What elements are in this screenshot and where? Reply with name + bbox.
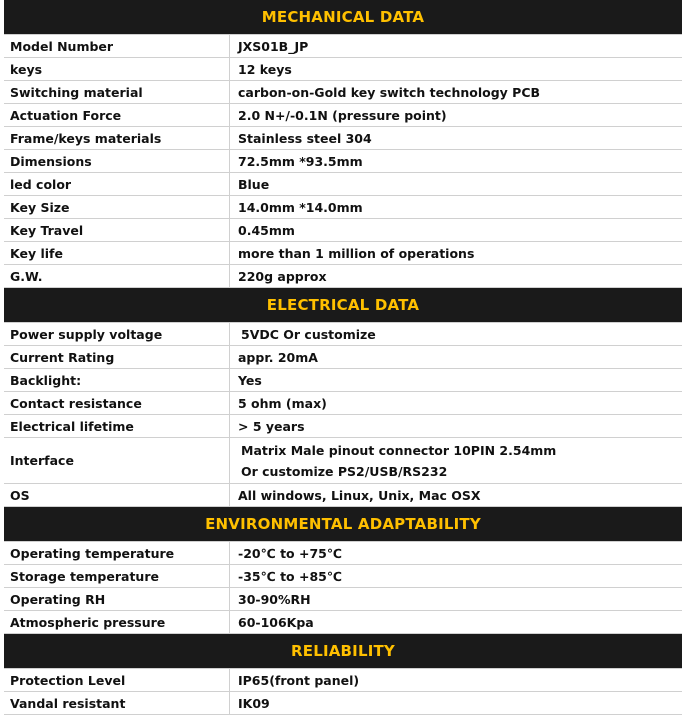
section-header-reliability: RELIABILITY bbox=[4, 634, 682, 669]
spec-label: OS bbox=[4, 484, 230, 506]
spec-label: Power supply voltage bbox=[4, 323, 230, 345]
spec-label: Frame/keys materials bbox=[4, 127, 230, 149]
spec-label: Actuation Force bbox=[4, 104, 230, 126]
interface-line-1: Matrix Male pinout connector 10PIN 2.54mm bbox=[241, 442, 557, 458]
spec-value: 30-90%RH bbox=[238, 591, 311, 607]
spec-label: Vandal resistant bbox=[4, 692, 230, 714]
spec-value: 72.5mm *93.5mm bbox=[238, 153, 363, 169]
spec-label: keys bbox=[4, 58, 230, 80]
spec-value: Stainless steel 304 bbox=[238, 130, 372, 146]
spec-label: Contact resistance bbox=[4, 392, 230, 414]
spec-row-led-color bbox=[4, 173, 682, 196]
spec-value: -35℃ to +85℃ bbox=[238, 568, 342, 584]
spec-row-gross-weight bbox=[4, 265, 682, 288]
spec-row-switching-material bbox=[4, 81, 682, 104]
spec-label: Atmospheric pressure bbox=[4, 611, 230, 633]
spec-value: IP65(front panel) bbox=[238, 672, 360, 688]
spec-row-key-travel bbox=[4, 219, 682, 242]
spec-label: Backlight: bbox=[4, 369, 230, 391]
spec-row-electrical-lifetime bbox=[4, 415, 682, 438]
spec-row-operating-rh bbox=[4, 588, 682, 611]
spec-row-backlight bbox=[4, 369, 682, 392]
spec-value: -20℃ to +75℃ bbox=[238, 545, 342, 561]
spec-value: 2.0 N+/-0.1N (pressure point) bbox=[238, 107, 447, 123]
spec-label: Key Travel bbox=[4, 219, 230, 241]
spec-row-dimensions bbox=[4, 150, 682, 173]
spec-label: led color bbox=[4, 173, 230, 195]
spec-value: 5VDC Or customize bbox=[241, 326, 376, 342]
spec-label: Switching material bbox=[4, 81, 230, 103]
spec-label: Operating RH bbox=[4, 588, 230, 610]
spec-value: Yes bbox=[238, 372, 262, 388]
spec-row-power-supply bbox=[4, 323, 682, 346]
spec-label: Key life bbox=[4, 242, 230, 264]
spec-value: JXS01B_JP bbox=[238, 38, 309, 54]
spec-row-keys bbox=[4, 58, 682, 81]
spec-value: All windows, Linux, Unix, Mac OSX bbox=[238, 487, 481, 503]
spec-row-protection-level bbox=[4, 669, 682, 692]
spec-row-interface bbox=[4, 438, 682, 484]
spec-label: Electrical lifetime bbox=[4, 415, 230, 437]
spec-label: Key Size bbox=[4, 196, 230, 218]
spec-label: Current Rating bbox=[4, 346, 230, 368]
spec-value: 60-106Kpa bbox=[238, 614, 314, 630]
spec-label: Operating temperature bbox=[4, 542, 230, 564]
interface-line-2: Or customize PS2/USB/RS232 bbox=[241, 463, 448, 479]
spec-row-key-size bbox=[4, 196, 682, 219]
spec-row-current-rating bbox=[4, 346, 682, 369]
spec-label: Storage temperature bbox=[4, 565, 230, 587]
spec-value bbox=[230, 438, 682, 483]
spec-row-key-life bbox=[4, 242, 682, 265]
spec-sheet bbox=[4, 0, 682, 715]
spec-row-storage-temperature bbox=[4, 565, 682, 588]
section-header-environmental: ENVIRONMENTAL ADAPTABILITY bbox=[4, 507, 682, 542]
spec-value: 5 ohm (max) bbox=[238, 395, 327, 411]
spec-row-operating-temperature bbox=[4, 542, 682, 565]
spec-row-model-number bbox=[4, 35, 682, 58]
spec-value: > 5 years bbox=[238, 418, 305, 434]
section-header-mechanical: MECHANICAL DATA bbox=[4, 0, 682, 35]
spec-value: carbon-on-Gold key switch technology PCB bbox=[238, 84, 541, 100]
spec-row-vandal-resistant bbox=[4, 692, 682, 715]
spec-row-contact-resistance bbox=[4, 392, 682, 415]
spec-value: 0.45mm bbox=[238, 222, 295, 238]
spec-row-os bbox=[4, 484, 682, 507]
spec-value: Blue bbox=[238, 176, 270, 192]
spec-row-actuation-force bbox=[4, 104, 682, 127]
section-header-electrical: ELECTRICAL DATA bbox=[4, 288, 682, 323]
spec-row-atmospheric-pressure bbox=[4, 611, 682, 634]
spec-value: IK09 bbox=[238, 695, 270, 711]
spec-label: Interface bbox=[4, 438, 230, 483]
spec-label: Model Number bbox=[4, 35, 230, 57]
spec-value: 12 keys bbox=[238, 61, 292, 77]
spec-label: Protection Level bbox=[4, 669, 230, 691]
spec-value: more than 1 million of operations bbox=[238, 245, 475, 261]
spec-label: G.W. bbox=[4, 265, 230, 287]
spec-value: appr. 20mA bbox=[238, 349, 318, 365]
spec-value: 14.0mm *14.0mm bbox=[238, 199, 363, 215]
spec-value: 220g approx bbox=[238, 268, 327, 284]
spec-row-frame-materials bbox=[4, 127, 682, 150]
spec-label: Dimensions bbox=[4, 150, 230, 172]
